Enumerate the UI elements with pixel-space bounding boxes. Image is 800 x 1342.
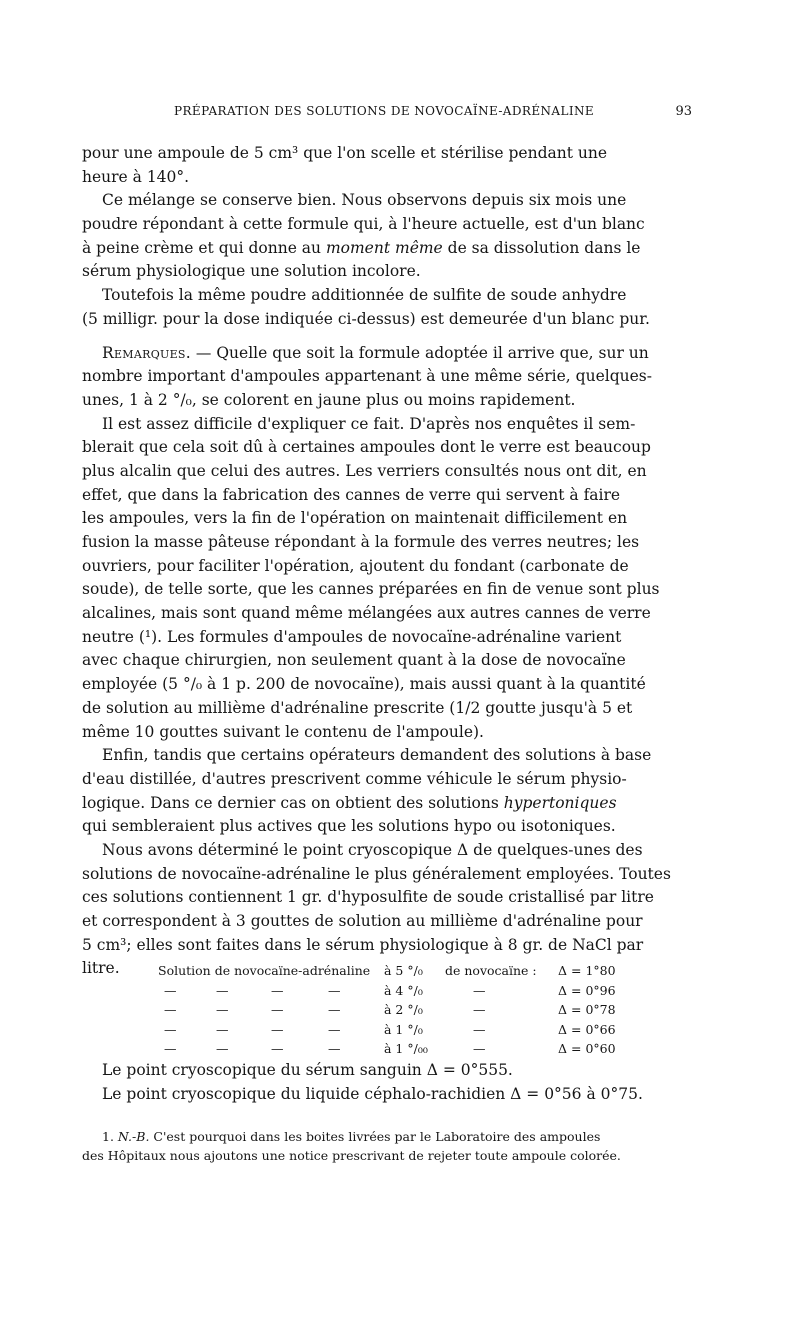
text-line: Enfin, tandis que certains opérateurs demandent des solutions à base: [102, 746, 652, 765]
cryoscopy-summary: [102, 1058, 643, 1105]
delta-cell: Δ = 0°78: [558, 1002, 616, 1017]
drug-cell: —: [473, 1041, 486, 1056]
text-line: les ampoules, vers la fin de l'opération on maintenait difficilement en: [82, 509, 628, 528]
text-line: neutre (¹). Les formules d'ampoules de novocaïne-adrénaline varient: [82, 627, 622, 646]
text-line: Il est assez difficile d'expliquer ce fait. D'après nos enquêtes il sem-: [102, 414, 636, 433]
concentration-cell: à 1 °/₀₀: [384, 1041, 428, 1056]
table-row: [158, 1020, 698, 1040]
ditto-dash: —: [271, 982, 284, 998]
concentration-cell: à 5 °/₀: [384, 963, 423, 978]
section-gap: [82, 332, 695, 342]
paragraph-6: [82, 744, 695, 839]
text-line: litre.: [82, 959, 120, 978]
concentration-cell: à 4 °/₀: [384, 982, 423, 998]
section-label: Remarques.: [102, 343, 191, 362]
ditto-dash: —: [164, 1021, 177, 1037]
footnote-label: N.-B.: [117, 1129, 150, 1144]
ditto-dash: —: [216, 1002, 229, 1017]
text-line: solutions de novocaïne-adrénaline le plus généralement employées. Toutes: [82, 864, 671, 883]
text-line: ces solutions contiennent 1 gr. d'hyposulfite de soude cristallisé par litre: [82, 888, 654, 907]
ditto-dash: —: [328, 1041, 341, 1056]
text-line: fusion la masse pâteuse répondant à la formule des verres neutres; les: [82, 533, 640, 551]
delta-cell: Δ = 0°66: [558, 1021, 616, 1037]
running-title: PRÉPARATION DES SOLUTIONS DE NOVOCAÏNE-ADRÉNALINE: [174, 104, 595, 118]
drug-cell: —: [473, 1021, 486, 1037]
italic-phrase: hypertoniques: [503, 793, 617, 812]
italic-phrase: moment même: [325, 238, 443, 257]
paragraph-2: [82, 189, 695, 284]
text-line: employée (5 °/₀ à 1 p. 200 de novocaïne), mais aussi quant à la quantité: [82, 675, 646, 694]
text-fragment: C'est pourquoi dans les boites livrées par le Laboratoire des ampoules: [149, 1129, 601, 1144]
paragraph-7: [82, 839, 695, 981]
delta-cell: Δ = 0°96: [558, 982, 616, 998]
text-line: nombre important d'ampoules appartenant à une même série, quelques-: [82, 367, 652, 386]
footnote-line: des Hôpitaux nous ajoutons une notice prescrivant de rejeter toute ampoule colorée.: [82, 1148, 621, 1163]
table-row: [158, 961, 698, 981]
text-line: Toutefois la même poudre additionnée de sulfite de soude anhydre: [102, 286, 627, 305]
ditto-dash: —: [328, 1002, 341, 1017]
text-line: et correspondent à 3 gouttes de solution au millième d'adrénaline pour: [82, 912, 643, 930]
paragraph-5: [82, 413, 695, 745]
ditto-dash: —: [164, 1002, 177, 1017]
delta-cell: Δ = 1°80: [558, 963, 616, 978]
text-line: alcalines, mais sont quand même mélangées aux autres cannes de verre: [82, 604, 651, 623]
ditto-dash: —: [164, 1041, 177, 1056]
text-line: poudre répondant à cette formule qui, à l'heure actuelle, est d'un blanc: [82, 215, 645, 234]
text-line: qui sembleraient plus actives que les solutions hypo ou isotoniques.: [82, 817, 616, 836]
text-line-mixed: [82, 237, 695, 261]
text-line: blerait que cela soit dû à certaines ampoules dont le verre est beaucoup: [82, 438, 651, 457]
table-row: [158, 981, 698, 1001]
ditto-dash: —: [216, 982, 229, 998]
text-line: d'eau distillée, d'autres prescrivent comme véhicule le sérum physio-: [82, 769, 627, 788]
paragraph-remarques: [82, 342, 695, 413]
text-line-mixed: [82, 792, 695, 816]
text-fragment: logique. Dans ce dernier cas on obtient des solutions: [82, 793, 504, 812]
drug-cell: de novocaïne :: [445, 963, 537, 978]
drug-cell: —: [473, 1002, 486, 1017]
text-line: Nous avons déterminé le point cryoscopique Δ de quelques-unes des: [102, 840, 643, 859]
ditto-dash: —: [271, 1041, 284, 1056]
text-line: pour une ampoule de 5 cm³ que l'on scelle et stérilise pendant une: [82, 144, 608, 162]
footnote-line: [82, 1127, 695, 1146]
text-line: avec chaque chirurgien, non seulement quant à la dose de novocaïne: [82, 651, 626, 670]
text-fragment: — Quelle que soit la formule adoptée il arrive que, sur un: [190, 343, 649, 362]
text-line: de solution au millième d'adrénaline prescrite (1/2 goutte jusqu'à 5 et: [82, 698, 633, 717]
text-line: effet, que dans la fabrication des cannes de verre qui servent à faire: [82, 485, 621, 504]
text-line: (5 milligr. pour la dose indiquée ci-dessus) est demeurée d'un blanc pur.: [82, 309, 650, 328]
cryoscopy-table: [158, 961, 698, 1059]
text-line: plus alcalin que celui des autres. Les verriers consultés nous ont dit, en: [82, 461, 647, 480]
text-line: unes, 1 à 2 °/₀, se colorent en jaune plus ou moins rapidement.: [82, 390, 576, 409]
ditto-dash: —: [271, 1002, 284, 1017]
ditto-dash: —: [328, 982, 341, 998]
text-fragment: à peine crème et qui donne au: [82, 238, 326, 257]
concentration-cell: à 2 °/₀: [384, 1002, 423, 1017]
ditto-dash: —: [328, 1021, 341, 1037]
drug-cell: —: [473, 982, 486, 998]
text-line: heure à 140°.: [82, 167, 190, 186]
text-line-mixed: [82, 342, 695, 366]
ditto-dash: —: [271, 1021, 284, 1037]
table-row: [158, 1000, 698, 1020]
ditto-dash: —: [216, 1021, 229, 1037]
table-row: [158, 1039, 698, 1059]
text-fragment: de sa dissolution dans le: [442, 238, 641, 257]
summary-line: Le point cryoscopique du sérum sanguin Δ = 0°555.: [102, 1061, 513, 1079]
paragraph-3: [82, 284, 695, 331]
concentration-cell: à 1 °/₀: [384, 1021, 423, 1037]
text-line: soude), de telle sorte, que les cannes préparées en fin de venue sont plus: [82, 580, 660, 599]
text-line: même 10 gouttes suivant le contenu de l'ampoule).: [82, 722, 484, 741]
paragraph-1: [82, 142, 695, 189]
body-text: [82, 142, 695, 981]
summary-line: Le point cryoscopique du liquide céphalo-rachidien Δ = 0°56 à 0°75.: [102, 1084, 643, 1103]
text-line: 5 cm³; elles sont faites dans le sérum physiologique à 8 gr. de NaCl par: [82, 935, 644, 954]
delta-cell: Δ = 0°60: [558, 1041, 616, 1056]
page-number: 93: [675, 104, 692, 119]
row-label: Solution de novocaïne-adrénaline: [158, 963, 371, 978]
footnote: [82, 1127, 695, 1165]
footnote-number: 1.: [102, 1129, 114, 1144]
page-header: [82, 104, 692, 126]
text-line: sérum physiologique une solution incolore.: [82, 262, 421, 281]
ditto-dash: —: [164, 982, 177, 998]
ditto-dash: —: [216, 1041, 229, 1056]
text-line: Ce mélange se conserve bien. Nous observons depuis six mois une: [102, 191, 627, 210]
text-line: ouvriers, pour faciliter l'opération, ajoutent du fondant (carbonate de: [82, 556, 629, 575]
